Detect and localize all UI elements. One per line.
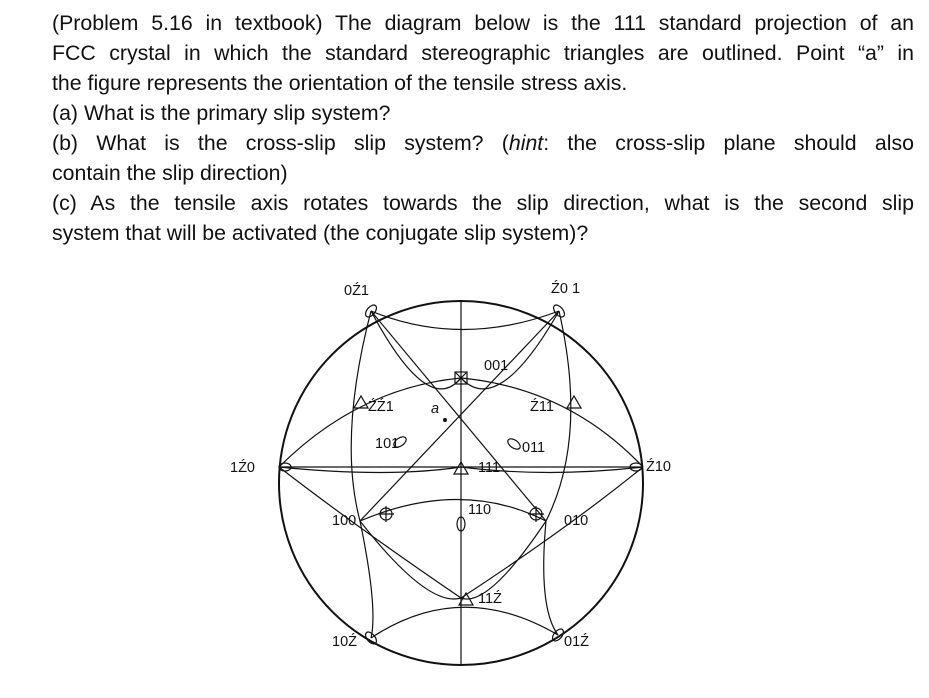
- label-111: 111: [478, 460, 501, 476]
- projection-svg: [228, 278, 692, 673]
- problem-line-2: FCC crystal in which the standard stereographic triangles are outlined. Point “a” in: [52, 41, 914, 65]
- pole-1m1-triangle: [567, 396, 581, 408]
- label-101: 101: [375, 436, 400, 452]
- problem-statement: [52, 8, 914, 248]
- hint-word: hint: [508, 131, 544, 155]
- problem-part-a: (a) What is the primary slip system?: [52, 101, 391, 125]
- label-11m1: 11Ź: [478, 591, 502, 607]
- label-110: 110: [468, 502, 492, 518]
- problem-part-c-cont: system that will be activated (the conjugate slip system)?: [52, 221, 589, 245]
- problem-part-c: (c) As the tensile axis rotates towards the slip direction, what is the second slip: [52, 191, 914, 215]
- label-10m1: 10Ź: [332, 634, 357, 650]
- point-a-dot: [443, 418, 447, 422]
- problem-line-1: (Problem 5.16 in textbook) The diagram below is the 111 standard projection of an: [52, 11, 914, 35]
- label-01m1: 01Ź: [564, 634, 589, 650]
- label-a: a: [431, 401, 440, 417]
- label-011-b: 011: [522, 440, 546, 456]
- great-circles: [279, 301, 643, 665]
- label-010: 010: [564, 513, 589, 529]
- label-1m10: 1Ź0: [230, 460, 255, 476]
- label-m1m11: ŹŹ1: [368, 399, 394, 415]
- problem-part-b-cont: contain the slip direction): [52, 161, 288, 185]
- part-b-hint-text: : the cross-slip plane should also: [543, 131, 914, 155]
- label-m101: Ź0 1: [551, 281, 581, 297]
- problem-line-3: the figure represents the orientation of the tensile stress axis.: [52, 71, 628, 95]
- part-b-text: (b) What is the cross-slip slip system? (: [52, 131, 509, 155]
- label-100: 100: [332, 513, 357, 529]
- label-1m1: Ź11: [530, 399, 554, 415]
- label-m110: Ź10: [646, 459, 671, 475]
- stereographic-projection: [228, 278, 692, 673]
- problem-part-b: [52, 128, 914, 158]
- label-011: 0Ź1: [344, 283, 369, 299]
- label-001: 001: [484, 358, 509, 374]
